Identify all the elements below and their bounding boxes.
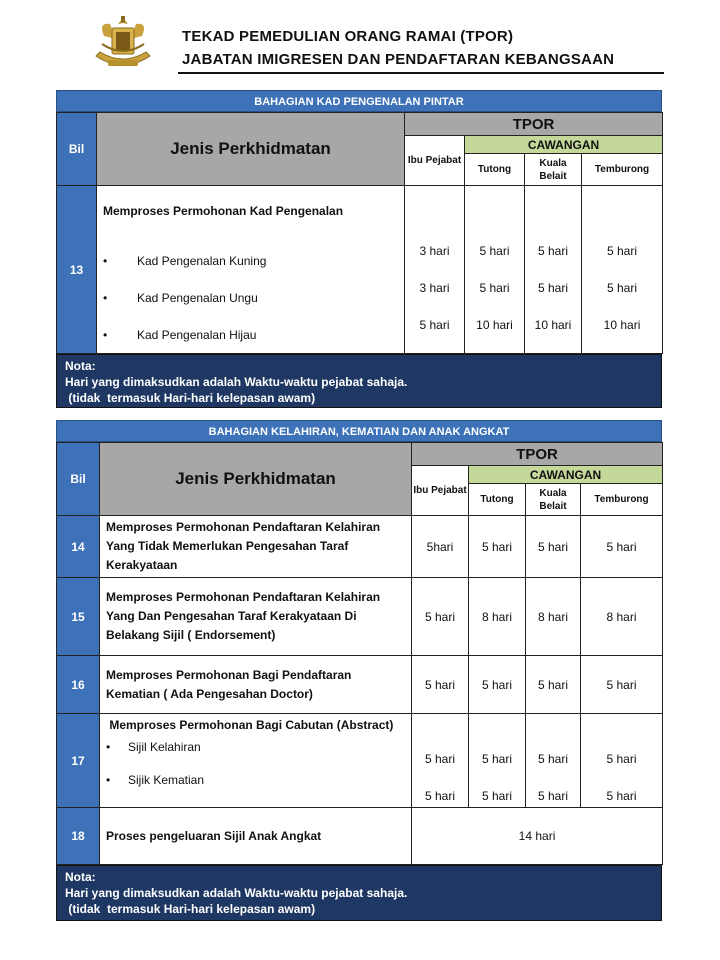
column-header-bil: Bil (57, 443, 100, 516)
value-cell: 10 hari (534, 318, 572, 332)
column-header-bil: Bil (57, 113, 97, 186)
value-cell: 5 hari (537, 281, 569, 295)
value-cell: 5 hari (606, 789, 637, 803)
header-title-line1: TEKAD PEMEDULIAN ORANG RAMAI (TPOR) (182, 28, 514, 45)
value-cell: 5 hari (469, 656, 526, 714)
value-cell: 5 hari (526, 656, 581, 714)
value-cell: 5 hari (412, 578, 469, 656)
section-kad-pengenalan (56, 90, 662, 408)
service-cell: Memproses Permohonan Pendaftaran Kelahiran Yang Tidak Memerlukan Pengesahan Taraf Kerakyataan (100, 516, 412, 578)
section-kelahiran-kematian (56, 420, 662, 921)
list-item (106, 771, 405, 789)
value-column-ibu-pejabat (412, 714, 469, 808)
service-table (56, 112, 663, 354)
service-cell: Memproses Permohonan Pendaftaran Kelahiran Yang Dan Pengesahan Taraf Kerakyataan Di Belakang Sijil ( Endorsement) (100, 578, 412, 656)
column-header-cawangan: CAWANGAN (465, 136, 663, 154)
value-cell: 5 hari (419, 318, 450, 332)
value-cell: 5 hari (479, 244, 510, 258)
value-column-tutong (469, 714, 526, 808)
item-label: Sijil Kelahiran (128, 740, 201, 754)
column-header-tutong: Tutong (469, 484, 526, 516)
section-title: BAHAGIAN KAD PENGENALAN PINTAR (56, 90, 662, 112)
column-header-tpor: TPOR (405, 113, 663, 136)
value-cell: 5 hari (581, 516, 663, 578)
value-cell: 5 hari (606, 752, 637, 766)
value-cell: 5 hari (526, 516, 581, 578)
value-cell: 5hari (412, 516, 469, 578)
column-header-ibu-pejabat: Ibu Pejabat (412, 466, 469, 516)
value-column-kuala-belait (525, 186, 582, 354)
table-row (57, 516, 663, 578)
value-cell: 5 hari (481, 789, 513, 803)
service-cell: Memproses Permohonan Bagi Pendaftaran Kematian ( Ada Pengesahan Doctor) (100, 656, 412, 714)
service-cell (97, 186, 405, 354)
column-header-jenis: Jenis Perkhidmatan (97, 113, 405, 186)
row-number: 15 (57, 578, 100, 656)
list-item (103, 316, 398, 353)
row-number: 13 (57, 186, 97, 354)
column-header-kuala-belait: Kuala Belait (525, 154, 582, 186)
value-column-temburong (582, 186, 663, 354)
value-column-tutong (465, 186, 525, 354)
crest-logo (90, 14, 156, 72)
list-item (103, 279, 398, 316)
value-cell: 5 hari (412, 656, 469, 714)
value-cell: 5 hari (479, 281, 510, 295)
service-title: Memproses Permohonan Kad Pengenalan (103, 204, 344, 218)
list-item (106, 735, 405, 759)
table-row (57, 808, 663, 865)
bullet-icon: • (103, 327, 108, 342)
row-number: 16 (57, 656, 100, 714)
bullet-icon: • (103, 290, 108, 305)
value-cell: 3 hari (419, 281, 450, 295)
value-column-kuala-belait (526, 714, 581, 808)
table-row (57, 656, 663, 714)
column-header-tutong: Tutong (465, 154, 525, 186)
service-title: Memproses Permohonan Bagi Cabutan (Abstract) (106, 718, 394, 732)
value-cell: 10 hari (603, 318, 641, 332)
value-cell-merged: 14 hari (412, 808, 663, 865)
header-title-line2: JABATAN IMIGRESEN DAN PENDAFTARAN KEBANGSAAN (182, 51, 615, 68)
column-header-temburong: Temburong (582, 154, 663, 186)
value-cell: 5 hari (424, 752, 456, 766)
value-cell: 5 hari (581, 656, 663, 714)
service-cell (100, 714, 412, 808)
item-label: Kad Pengenalan Hijau (137, 327, 257, 342)
service-table (56, 442, 663, 865)
value-cell: 5 hari (481, 752, 513, 766)
column-header-ibu-pejabat: Ibu Pejabat (405, 136, 465, 186)
nota-line1: Hari yang dimaksudkan adalah Waktu-waktu pejabat sahaja. (65, 886, 408, 900)
nota-line2: (tidak termasuk Hari-hari kelepasan awam) (65, 391, 316, 405)
value-cell: 5 hari (607, 281, 638, 295)
nota-box (56, 354, 662, 408)
value-cell: 8 hari (581, 578, 663, 656)
bullet-icon: • (103, 253, 108, 268)
value-cell: 10 hari (476, 318, 513, 332)
header-divider (178, 72, 664, 74)
column-header-cawangan: CAWANGAN (469, 466, 663, 484)
column-header-jenis: Jenis Perkhidmatan (100, 443, 412, 516)
value-cell: 8 hari (526, 578, 581, 656)
nota-title: Nota: (65, 870, 96, 884)
table-row (57, 714, 663, 808)
bullet-icon: • (106, 773, 111, 787)
column-header-kuala-belait: Kuala Belait (526, 484, 581, 516)
nota-box (56, 865, 662, 921)
value-cell: 5 hari (469, 516, 526, 578)
bullet-icon: • (106, 740, 111, 754)
value-cell: 5 hari (537, 244, 569, 258)
value-column-ibu-pejabat (405, 186, 465, 354)
service-cell: Proses pengeluaran Sijil Anak Angkat (100, 808, 412, 865)
value-cell: 5 hari (424, 789, 456, 803)
nota-line1: Hari yang dimaksudkan adalah Waktu-waktu pejabat sahaja. (65, 375, 408, 389)
column-header-tpor: TPOR (412, 443, 663, 466)
item-label: Kad Pengenalan Kuning (137, 253, 267, 268)
value-cell: 5 hari (537, 789, 569, 803)
value-cell: 8 hari (469, 578, 526, 656)
section-title: BAHAGIAN KELAHIRAN, KEMATIAN DAN ANAK ANGKAT (56, 420, 662, 442)
nota-title: Nota: (65, 359, 96, 373)
nota-line2: (tidak termasuk Hari-hari kelepasan awam) (65, 902, 316, 916)
value-cell: 3 hari (419, 244, 450, 258)
table-row (57, 578, 663, 656)
row-number: 14 (57, 516, 100, 578)
value-column-temburong (581, 714, 663, 808)
item-label: Kad Pengenalan Ungu (137, 290, 258, 305)
column-header-temburong: Temburong (581, 484, 663, 516)
row-number: 18 (57, 808, 100, 865)
list-item (103, 242, 398, 279)
value-cell: 5 hari (607, 244, 638, 258)
item-label: Sijik Kematian (128, 773, 205, 787)
value-cell: 5 hari (537, 752, 569, 766)
row-number: 17 (57, 714, 100, 808)
